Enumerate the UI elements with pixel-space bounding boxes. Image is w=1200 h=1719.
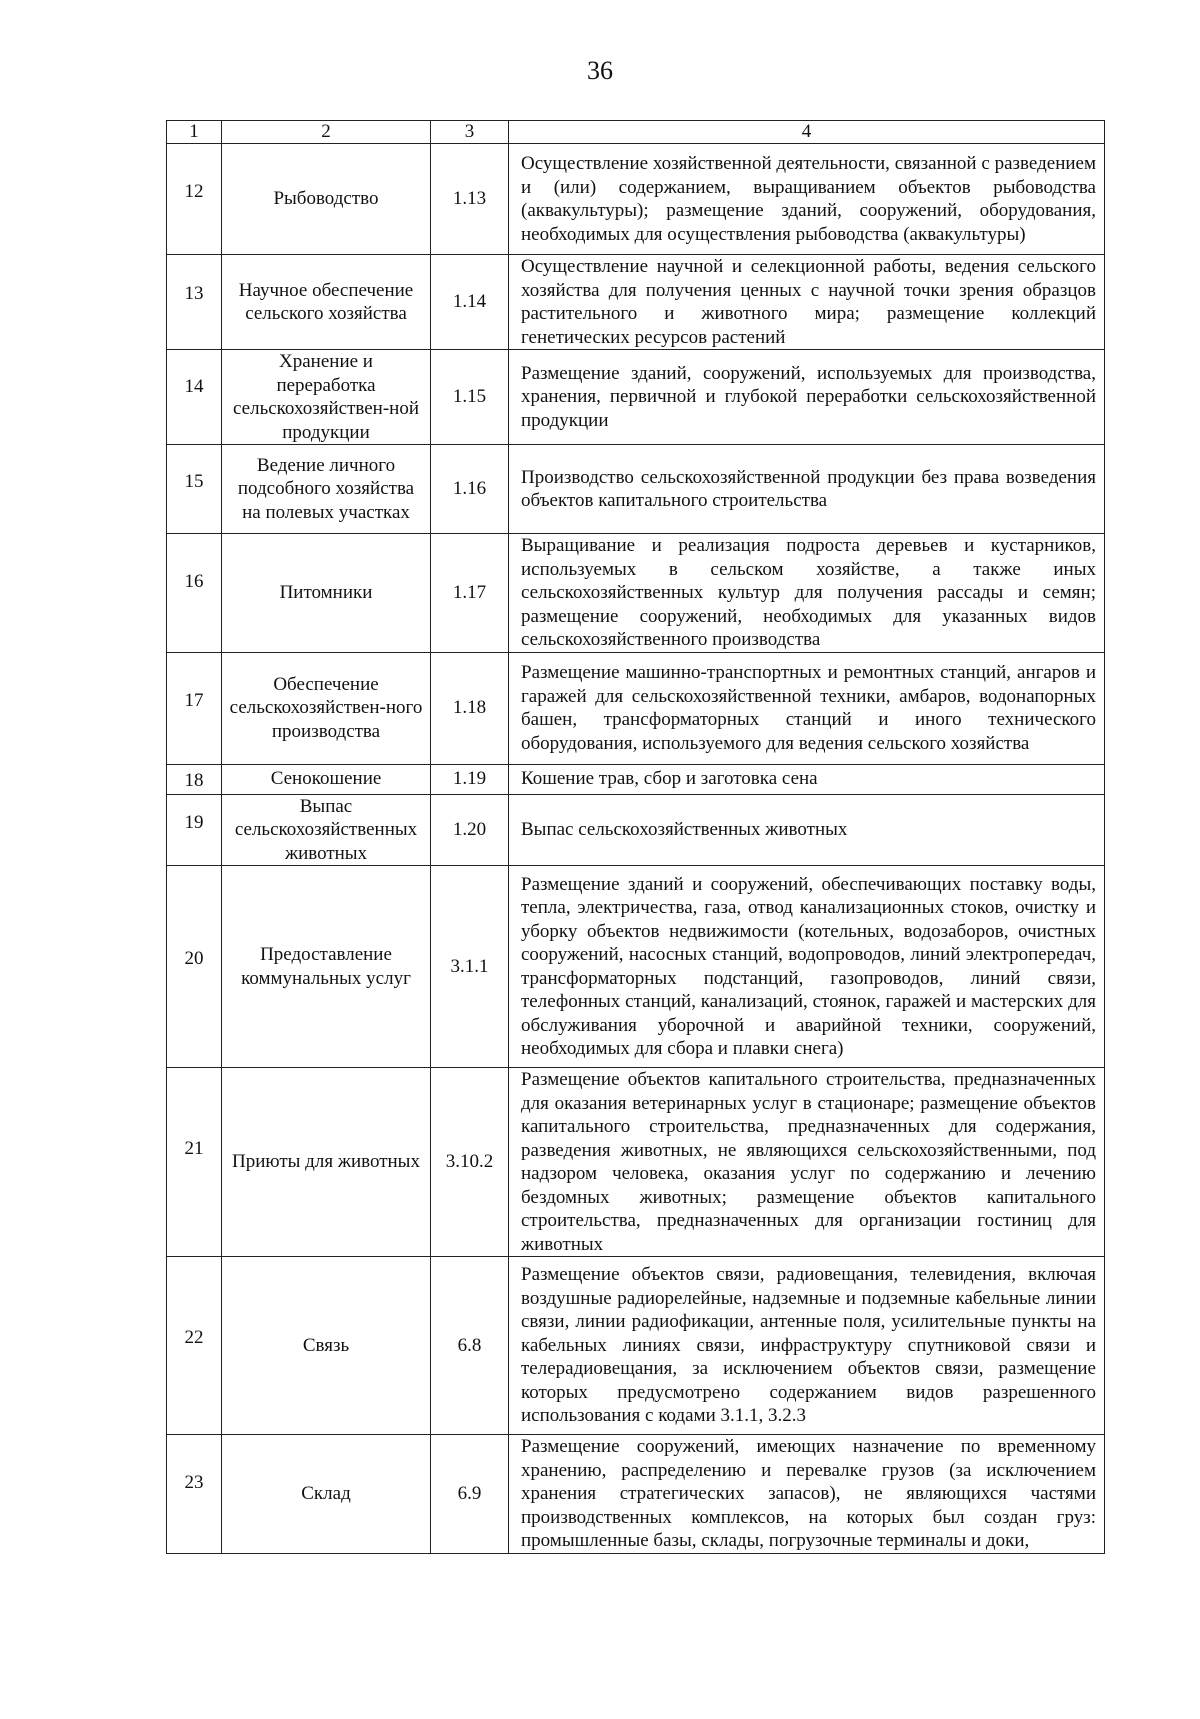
table-row [167, 1068, 1105, 1257]
use-type-code: 3.10.2 [431, 1068, 509, 1257]
row-number: 16 [167, 534, 222, 653]
use-type-description: Производство сельскохозяйственной продукции без права возведения объектов капитального строительства [509, 445, 1105, 534]
header-row [167, 121, 1105, 144]
land-use-table [166, 120, 1105, 1554]
row-number: 15 [167, 445, 222, 534]
row-number: 14 [167, 350, 222, 445]
use-type-name: Выпас сельскохозяйственных животных [222, 794, 431, 866]
use-type-name: Обеспечение сельскохозяйствен-ного производства [222, 652, 431, 764]
row-number: 12 [167, 144, 222, 255]
use-type-code: 1.16 [431, 445, 509, 534]
use-type-code: 1.17 [431, 534, 509, 653]
table-row [167, 1435, 1105, 1554]
table-row [167, 255, 1105, 350]
use-type-name: Ведение личного подсобного хозяйства на полевых участках [222, 445, 431, 534]
table-row [167, 1257, 1105, 1435]
use-type-description: Выпас сельскохозяйственных животных [509, 794, 1105, 866]
table-row [167, 652, 1105, 764]
use-type-code: 1.18 [431, 652, 509, 764]
use-type-code: 1.20 [431, 794, 509, 866]
table-row [167, 144, 1105, 255]
row-number: 17 [167, 652, 222, 764]
table-row [167, 764, 1105, 794]
use-type-code: 3.1.1 [431, 866, 509, 1068]
use-type-code: 1.13 [431, 144, 509, 255]
use-type-name: Связь [222, 1257, 431, 1435]
use-type-name: Сенокошение [222, 764, 431, 794]
use-type-description: Размещение сооружений, имеющих назначение по временному хранению, распределению и перевалке грузов (за исключением хранения стратегических запасов), не являющихся частями производственных комплексов, на которых был создан груз: промышленные базы, склады, погрузочные терминалы и доки, [509, 1435, 1105, 1554]
use-type-description: Размещение зданий, сооружений, используемых для производства, хранения, первичной и глубокой переработки сельскохозяйственной продукции [509, 350, 1105, 445]
use-type-description: Размещение объектов капитального строительства, предназначенных для оказания ветеринарных услуг в стационаре; размещение объектов капитального строительства, предназначенных для содержания, разведения животных, не являющихся сельскохозяйственными, под надзором человека, оказания услуг по содержанию и лечению бездомных животных; размещение объектов капитального строительства, предназначенных для организации гостиниц для животных [509, 1068, 1105, 1257]
table-row [167, 794, 1105, 866]
header-cell-1: 1 [167, 121, 222, 144]
use-type-name: Приюты для животных [222, 1068, 431, 1257]
use-type-code: 6.9 [431, 1435, 509, 1554]
page-number: 36 [587, 56, 613, 85]
use-type-description: Осуществление хозяйственной деятельности, связанной с разведением и (или) содержанием, выращиванием объектов рыбоводства (аквакультуры); размещение зданий, сооружений, оборудования, необходимых для осуществления рыбоводства (аквакультуры) [509, 144, 1105, 255]
row-number: 22 [167, 1257, 222, 1435]
row-number: 18 [167, 764, 222, 794]
use-type-name: Научное обеспечение сельского хозяйства [222, 255, 431, 350]
row-number: 23 [167, 1435, 222, 1554]
use-type-description: Размещение зданий и сооружений, обеспечивающих поставку воды, тепла, электричества, газа, отвод канализационных стоков, очистку и уборку объектов недвижимости (котельных, водозаборов, очистных сооружений, насосных станций, водопроводов, линий электропередач, трансформаторных подстанций, газопроводов, линий связи, телефонных станций, канализаций, стоянок, гаражей и мастерских для обслуживания уборочной и аварийной техники, сооружений, необходимых для сбора и плавки снега) [509, 866, 1105, 1068]
header-cell-3: 3 [431, 121, 509, 144]
table-row [167, 866, 1105, 1068]
use-type-name: Рыбоводство [222, 144, 431, 255]
table-row [167, 445, 1105, 534]
header-cell-4: 4 [509, 121, 1105, 144]
use-type-name: Хранение и переработка сельскохозяйствен-ной продукции [222, 350, 431, 445]
use-type-code: 1.15 [431, 350, 509, 445]
use-type-description: Размещение машинно-транспортных и ремонтных станций, ангаров и гаражей для сельскохозяйственной техники, амбаров, водонапорных башен, трансформаторных станций и иного технического оборудования, используемого для ведения сельского хозяйства [509, 652, 1105, 764]
use-type-code: 1.14 [431, 255, 509, 350]
use-type-name: Склад [222, 1435, 431, 1554]
row-number: 20 [167, 866, 222, 1068]
use-type-code: 6.8 [431, 1257, 509, 1435]
use-type-description: Выращивание и реализация подроста деревьев и кустарников, используемых в сельском хозяйстве, а также иных сельскохозяйственных культур для получения рассады и семян; размещение сооружений, необходимых для указанных видов сельскохозяйственного производства [509, 534, 1105, 653]
use-type-description: Кошение трав, сбор и заготовка сена [509, 764, 1105, 794]
row-number: 13 [167, 255, 222, 350]
use-type-description: Размещение объектов связи, радиовещания, телевидения, включая воздушные радиорелейные, надземные и подземные кабельные линии связи, линии радиофикации, антенные поля, усилительные пункты на кабельных линиях связи, инфраструктуру спутниковой связи и телерадиовещания, за исключением объектов связи, размещение которых предусмотрено содержанием видов разрешенного использования с кодами 3.1.1, 3.2.3 [509, 1257, 1105, 1435]
use-type-code: 1.19 [431, 764, 509, 794]
header-cell-2: 2 [222, 121, 431, 144]
table-row [167, 534, 1105, 653]
row-number: 21 [167, 1068, 222, 1257]
row-number: 19 [167, 794, 222, 866]
table-row [167, 350, 1105, 445]
use-type-name: Питомники [222, 534, 431, 653]
use-type-description: Осуществление научной и селекционной работы, ведения сельского хозяйства для получения ценных с научной точки зрения образцов растительного и животного мира; размещение коллекций генетических ресурсов растений [509, 255, 1105, 350]
use-type-name: Предоставление коммунальных услуг [222, 866, 431, 1068]
